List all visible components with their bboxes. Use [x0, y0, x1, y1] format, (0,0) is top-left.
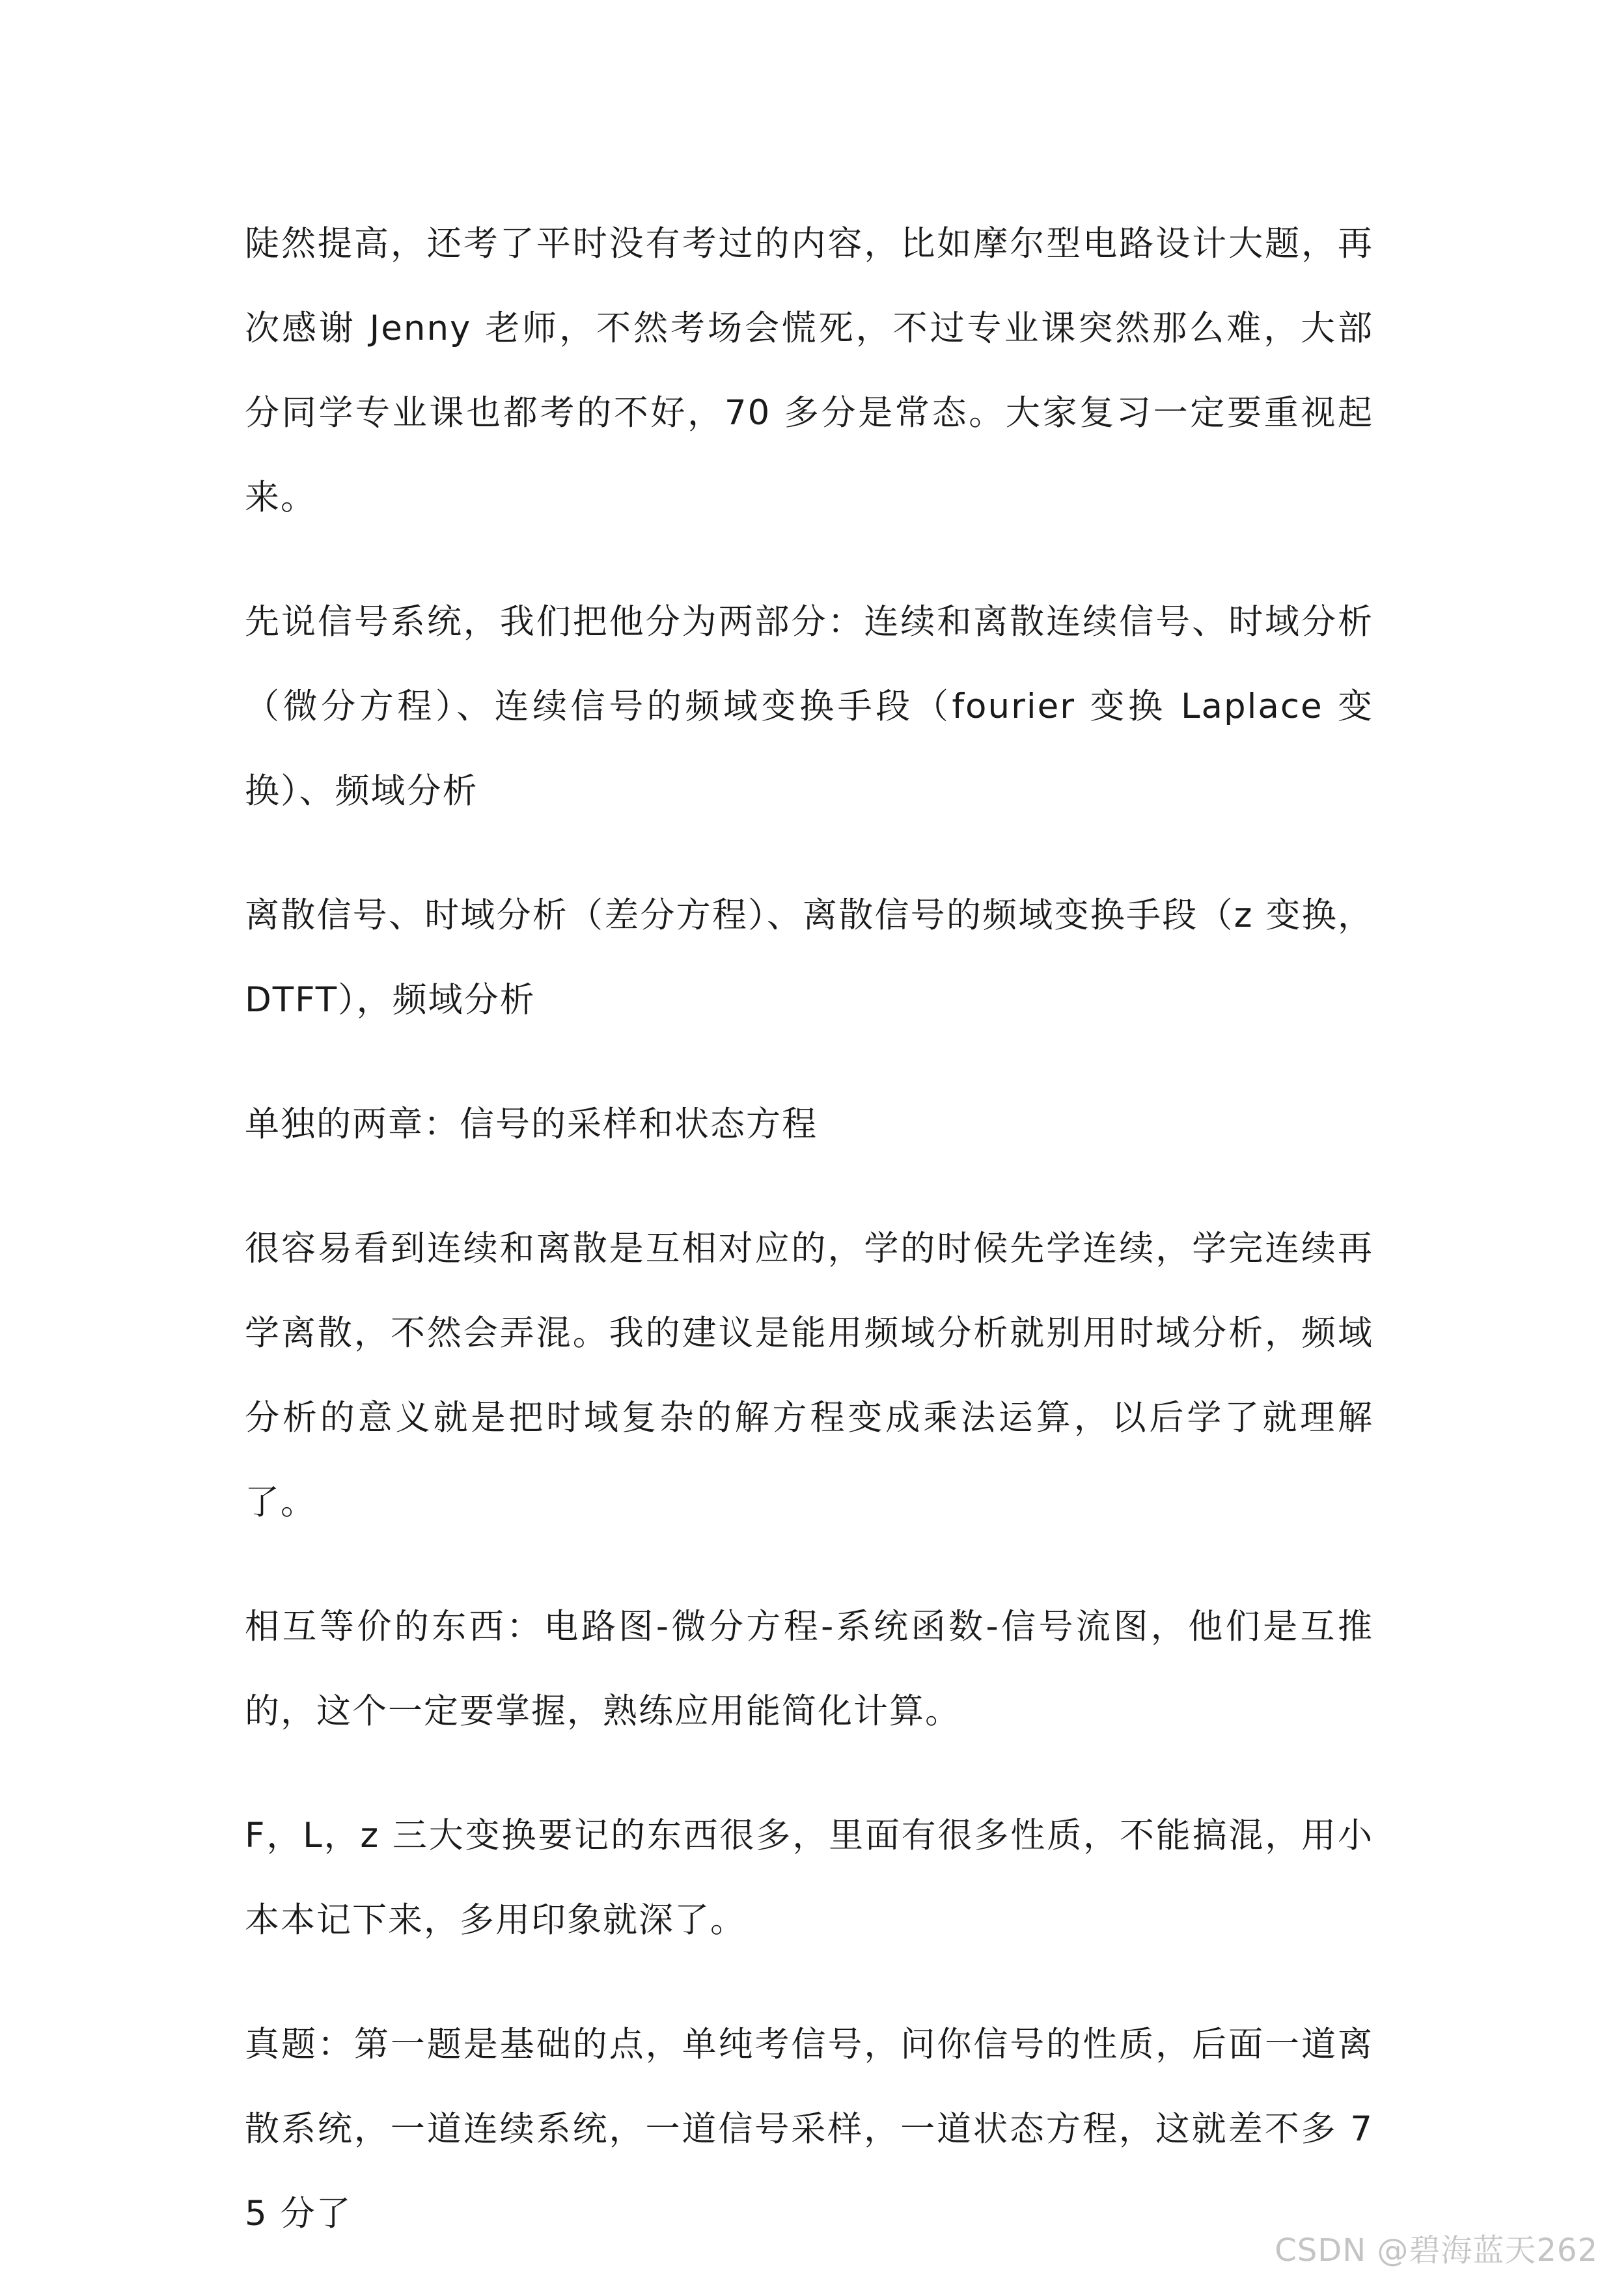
document-body	[245, 202, 1373, 2296]
paragraph-signal-system-overview: 先说信号系统，我们把他分为两部分：连续和离散连续信号、时域分析（微分方程）、连续信号的频域变换手段（fourier 变换 Laplace 变换）、频域分析	[245, 602, 1373, 811]
paragraph-discrete-signals: 离散信号、时域分析（差分方程）、离散信号的频域变换手段（z 变换，DTFT），频域分析	[245, 895, 1373, 1020]
paragraph-three-transforms: F，L，z 三大变换要记的东西很多，里面有很多性质，不能搞混，用小本本记下来，多用印象就深了。	[245, 1816, 1373, 1940]
paragraph-continuous-discrete-advice: 很容易看到连续和离散是互相对应的，学的时候先学连续，学完连续再学离散，不然会弄混。我的建议是能用频域分析就别用时域分析，频域分析的意义就是把时域复杂的解方程变成乘法运算，以后学了就理解了。	[245, 1229, 1373, 1522]
paragraph-separate-chapters: 单独的两章：信号的采样和状态方程	[245, 1104, 818, 1144]
paragraph-exam-difficulty: 陡然提高，还考了平时没有考过的内容，比如摩尔型电路设计大题，再次感谢 Jenny 老师，不然考场会慌死，不过专业课突然那么难，大部分同学专业课也都考的不好，70 多分是常态。大家复习一定要重视起来。	[245, 224, 1373, 517]
csdn-watermark: CSDN @碧海蓝天262	[1275, 2232, 1598, 2269]
paragraph-equivalent-forms: 相互等价的东西：电路图-微分方程-系统函数-信号流图，他们是互推的，这个一定要掌握，熟练应用能简化计算。	[245, 1607, 1373, 1731]
paragraph-past-exam-questions: 真题：第一题是基础的点，单纯考信号，问你信号的性质，后面一道离散系统，一道连续系统，一道信号采样，一道状态方程，这就差不多 75 分了	[245, 2025, 1373, 2234]
